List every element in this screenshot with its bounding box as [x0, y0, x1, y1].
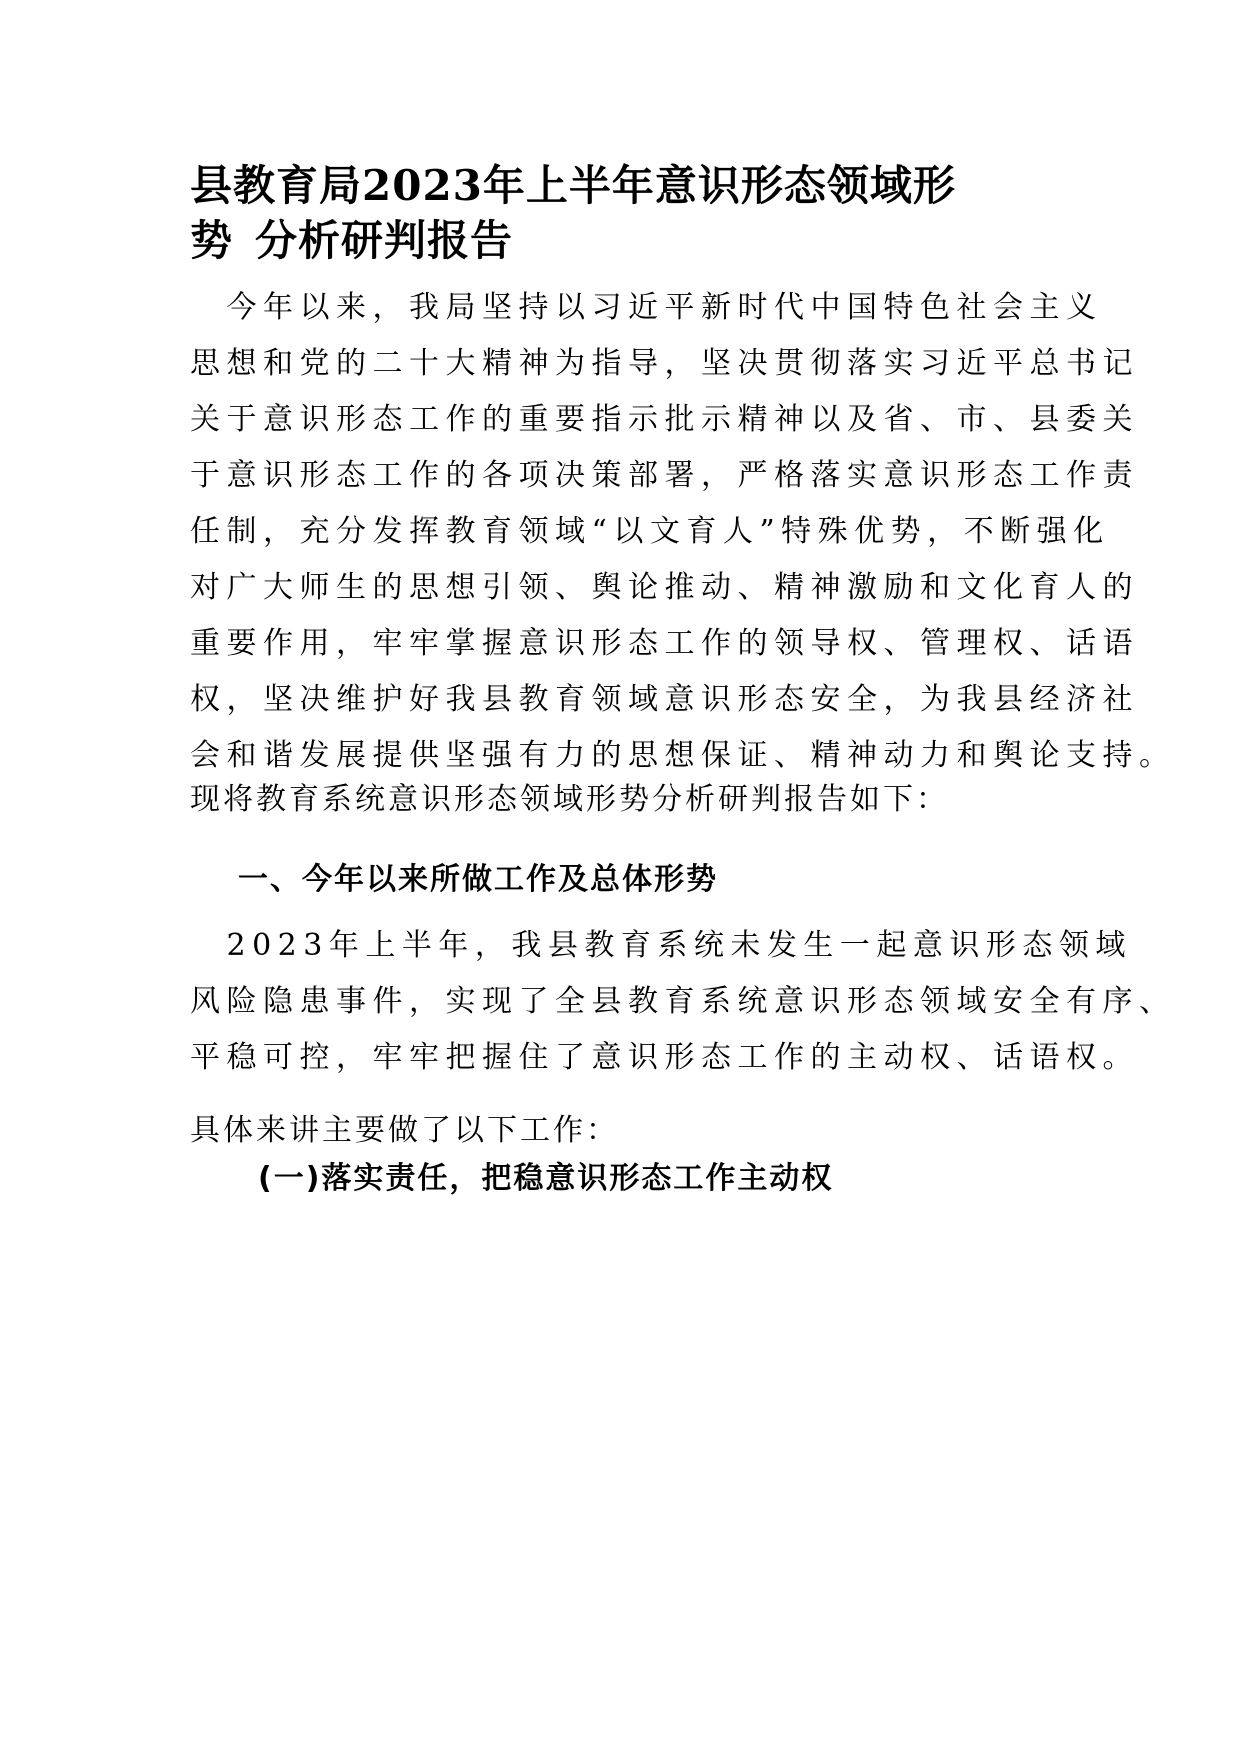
- work-intro-paragraph: 具体来讲主要做了以下工作：: [190, 1113, 619, 1148]
- report-intro-paragraph: 现将教育系统意识形态领域形势分析研判报告如下：: [190, 782, 949, 817]
- section-1-line: 风险隐患事件，实现了全县教育系统意识形态领域安全有序、: [190, 984, 1176, 1019]
- section-1-line: 2023年上半年，我县教育系统未发生一起意识形态领域: [190, 928, 1132, 963]
- intro-paragraph: [190, 280, 1176, 784]
- title-line-2: [190, 213, 1050, 268]
- intro-line: 关于意识形态工作的重要指示批示精神以及省、市、县委关: [190, 402, 1139, 437]
- intro-line: 重要作用，牢牢掌握意识形态工作的领导权、管理权、话语: [190, 626, 1139, 661]
- intro-line: 今年以来，我局坚持以习近平新时代中国特色社会主义: [190, 290, 1103, 325]
- subsection-1-heading: (一)落实责任，把稳意识形态工作主动权: [258, 1161, 834, 1196]
- title-line-1: 县教育局2023年上半年意识形态领域形: [190, 161, 956, 210]
- intro-line: 权，坚决维护好我县教育领域意识形态安全，为我县经济社: [190, 682, 1139, 717]
- intro-line: 任制，充分发挥教育领域“以文育人”特殊优势，不断强化: [190, 514, 1110, 549]
- section-1-line: 平稳可控，牢牢把握住了意识形态工作的主动权、话语权。: [190, 1040, 1139, 1075]
- title-line-2-part-1: 势: [190, 216, 234, 265]
- intro-line: 于意识形态工作的各项决策部署，严格落实意识形态工作责: [190, 458, 1139, 493]
- section-1-paragraph: [190, 918, 1176, 1086]
- title-line-2-part-2: 分析研判报告: [255, 216, 514, 265]
- section-1-heading: 一、今年以来所做工作及总体形势: [238, 862, 718, 897]
- intro-line: 思想和党的二十大精神为指导，坚决贯彻落实习近平总书记: [190, 346, 1139, 381]
- document-title: [190, 158, 1050, 268]
- intro-line: 会和谐发展提供坚强有力的思想保证、精神动力和舆论支持。: [190, 738, 1176, 773]
- intro-line: 对广大师生的思想引领、舆论推动、精神激励和文化育人的: [190, 570, 1139, 605]
